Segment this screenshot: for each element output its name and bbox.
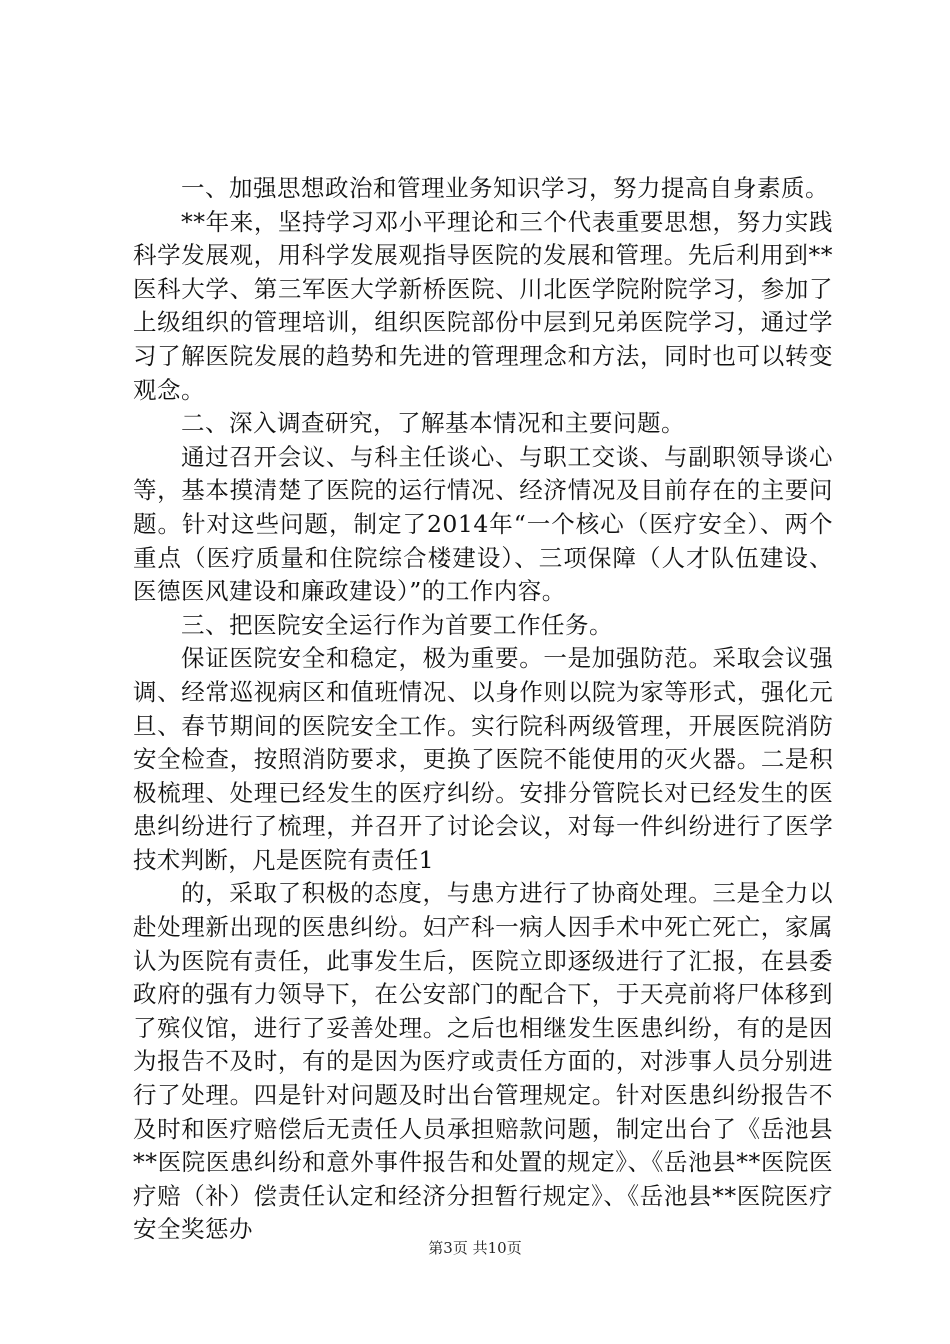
paragraph-safety: 保证医院安全和稳定，极为重要。一是加强防范。采取会议强调、经常巡视病区和值班情况、以身作则以院为家等形式，强化元旦、春节期间的医院安全工作。实行院科两级管理，开展医院消防安全检查，按照消防要求，更换了医院不能使用的灭火器。二是积极梳理、处理已经发生的医疗纠纷。安排分管院长对已经发生的医患纠纷进行了梳理，并召开了讨论会议，对每一件纠纷进行了医学技术判断，凡是医院有责任1: [133, 644, 833, 874]
paragraph-research: 通过召开会议、与科主任谈心、与职工交谈、与副职领导谈心等，基本摸清楚了医院的运行情况、经济情况及目前存在的主要问题。针对这些问题，制定了2014年“一个核心（医疗安全）、两个重点（医疗质量和住院综合楼建设）、三项保障（人才队伍建设、医德医风建设和廉政建设）”的工作内容。: [133, 442, 833, 606]
paragraph-study: **年来，坚持学习邓小平理论和三个代表重要思想，努力实践科学发展观，用科学发展观指导医院的发展和管理。先后利用到**医科大学、第三军医大学新桥医院、川北医学院附院学习，参加了上级组织的管理培训，组织医院部份中层到兄弟医院学习，通过学习了解医院发展的趋势和先进的管理理念和方法，同时也可以转变观念。: [133, 207, 833, 404]
heading-1: 一、加强思想政治和管理业务知识学习，努力提高自身素质。: [181, 174, 829, 202]
heading-2: 二、深入调查研究，了解基本情况和主要问题。: [181, 409, 685, 438]
document-body: [133, 172, 833, 1247]
heading-3: 三、把医院安全运行作为首要工作任务。: [181, 610, 613, 639]
paragraph-disputes: 的，采取了积极的态度，与患方进行了协商处理。三是全力以赴处理新出现的医患纠纷。妇产科一病人因手术中死亡死亡，家属认为医院有责任，此事发生后，医院立即逐级进行了汇报，在县委政府的强有力领导下，在公安部门的配合下，于天亮前将尸体移到了殡仪馆，进行了妥善处理。之后也相继发生医患纠纷，有的是因为报告不及时，有的是因为医疗或责任方面的，对涉事人员分别进行了处理。四是针对问题及时出台管理规定。针对医患纠纷报告不及时和医疗赔偿后无责任人员承担赔款问题，制定出台了《岳池县**医院医患纠纷和意外事件报告和处置的规定》、《岳池县**医院医疗赔（补）偿责任认定和经济分担暂行规定》、《岳池县**医院医疗安全奖惩办: [133, 879, 833, 1244]
page-number-footer: 第3页 共10页: [428, 1239, 522, 1257]
